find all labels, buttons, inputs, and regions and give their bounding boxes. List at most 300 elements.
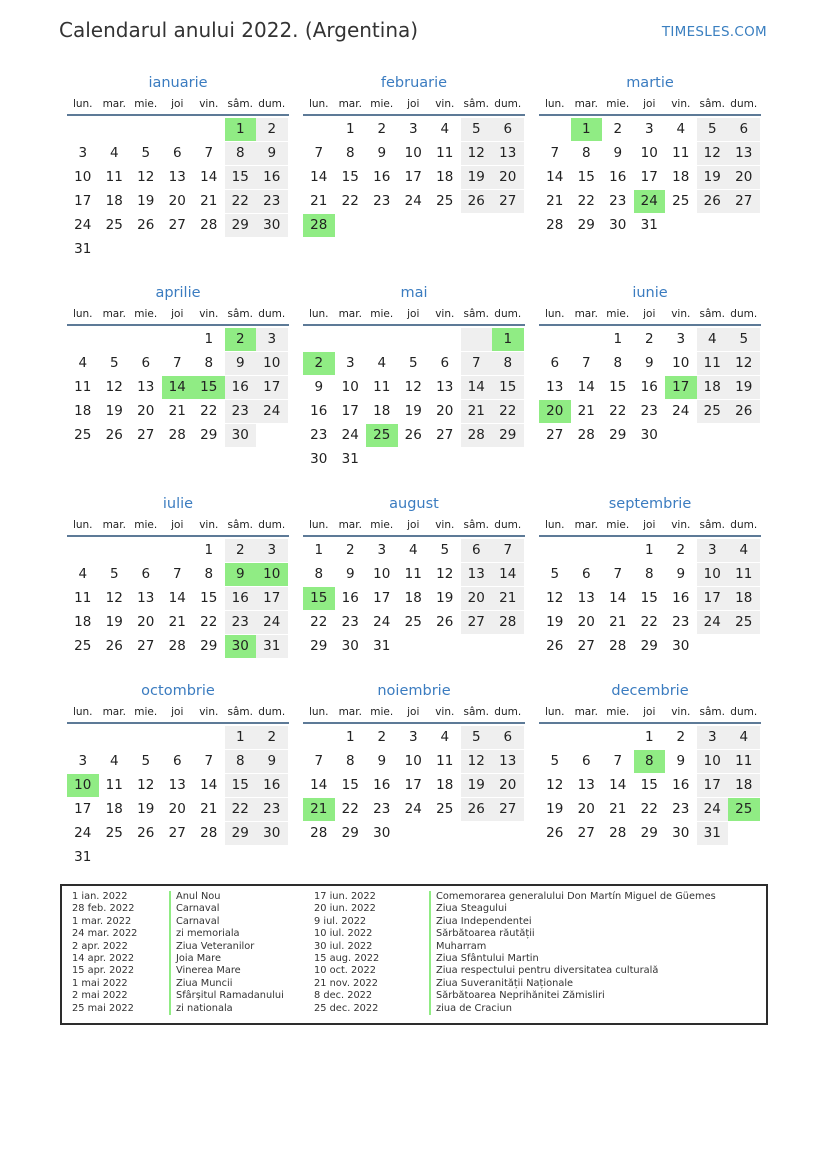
day-cell: 24 <box>341 427 359 443</box>
day-cell: 25 <box>74 427 92 443</box>
weekday-label: lun. <box>72 519 93 531</box>
day-cell: 14 <box>200 777 218 793</box>
day-cell: 28 <box>168 427 186 443</box>
day-cell: 11 <box>728 750 760 773</box>
day-cell: 7 <box>204 753 214 769</box>
day-cell: 20 <box>492 774 524 797</box>
holiday-day-cell: 1 <box>225 118 257 141</box>
day-cell: 3 <box>408 121 418 137</box>
weekday-header <box>539 702 761 724</box>
day-cell: 3 <box>345 355 355 371</box>
day-cell: 26 <box>461 190 493 213</box>
holiday-name: Ziua respectului pentru diversitatea culturală <box>429 965 658 977</box>
day-cell: 16 <box>609 169 627 185</box>
day-cell: 8 <box>204 355 214 371</box>
month-iulie <box>67 493 289 659</box>
holiday-name: Sărbătoarea răutății <box>429 928 535 940</box>
day-cell: 4 <box>78 355 88 371</box>
day-cell: 28 <box>168 638 186 654</box>
day-cell: 14 <box>200 169 218 185</box>
day-cell: 14 <box>461 376 493 399</box>
day-cell: 3 <box>408 729 418 745</box>
day-cell: 19 <box>728 376 760 399</box>
day-cell: 19 <box>461 774 493 797</box>
day-cell: 19 <box>105 403 123 419</box>
day-cell: 9 <box>676 753 686 769</box>
month-name: iunie <box>632 285 668 301</box>
weekday-label: dum. <box>730 308 758 320</box>
month-name: decembrie <box>611 683 689 699</box>
holiday-day-cell: 2 <box>303 352 335 375</box>
day-cell: 10 <box>697 750 729 773</box>
empty-day-cell <box>303 726 335 749</box>
day-cell: 26 <box>404 427 422 443</box>
day-cell: 13 <box>492 750 524 773</box>
day-cell: 15 <box>640 590 658 606</box>
page-title: Calendarul anului 2022. (Argentina) <box>59 18 419 42</box>
day-cell: 27 <box>137 638 155 654</box>
day-cell: 21 <box>168 614 186 630</box>
holiday-date: 30 iul. 2022 <box>314 940 373 952</box>
day-cell: 16 <box>256 166 288 189</box>
day-cell: 7 <box>550 145 560 161</box>
empty-day-cell <box>398 328 430 351</box>
day-cell: 13 <box>137 379 155 395</box>
holiday-date: 20 iun. 2022 <box>314 903 376 915</box>
empty-day-cell <box>130 118 162 141</box>
empty-day-cell <box>602 726 634 749</box>
weekday-label: lun. <box>308 706 329 718</box>
day-cell: 31 <box>74 241 92 257</box>
holiday-entry <box>314 928 535 940</box>
day-cell: 6 <box>141 355 151 371</box>
day-cell: 8 <box>314 566 324 582</box>
day-cell: 21 <box>577 403 595 419</box>
holiday-date: 28 feb. 2022 <box>72 903 135 915</box>
day-cell: 5 <box>728 328 760 351</box>
day-cell: 23 <box>672 801 690 817</box>
weekday-label: dum. <box>730 98 758 110</box>
day-cell: 7 <box>204 145 214 161</box>
holiday-date: 2 apr. 2022 <box>72 940 128 952</box>
weekday-label: joi <box>407 706 420 718</box>
day-cell: 25 <box>105 825 123 841</box>
day-cell: 8 <box>492 352 524 375</box>
weekday-label: dum. <box>258 308 286 320</box>
holiday-day-cell: 15 <box>303 587 335 610</box>
day-cell: 25 <box>728 611 760 634</box>
weekday-header <box>539 515 761 537</box>
day-cell: 24 <box>697 611 729 634</box>
empty-day-cell <box>162 539 194 562</box>
day-cell: 13 <box>436 379 454 395</box>
day-cell: 30 <box>225 424 257 447</box>
holiday-entry <box>314 977 574 990</box>
day-cell: 16 <box>341 590 359 606</box>
day-cell: 14 <box>310 777 328 793</box>
day-cell: 27 <box>577 638 595 654</box>
day-grid <box>539 118 761 238</box>
day-cell: 15 <box>225 774 257 797</box>
day-cell: 8 <box>225 750 257 773</box>
day-cell: 23 <box>225 400 257 423</box>
empty-day-cell <box>67 118 99 141</box>
weekday-label: joi <box>643 98 656 110</box>
month-name: aprilie <box>155 285 201 301</box>
day-grid <box>303 118 525 238</box>
weekday-header <box>67 304 289 326</box>
day-cell: 6 <box>728 118 760 141</box>
weekday-header <box>303 304 525 326</box>
day-cell: 20 <box>436 403 454 419</box>
holiday-legend-column-right <box>314 891 716 1015</box>
day-cell: 15 <box>609 379 627 395</box>
day-cell: 6 <box>172 145 182 161</box>
day-cell: 27 <box>137 427 155 443</box>
empty-day-cell <box>162 726 194 749</box>
day-cell: 4 <box>408 542 418 558</box>
weekday-label: mar. <box>338 308 362 320</box>
day-cell: 13 <box>461 563 493 586</box>
day-cell: 15 <box>200 590 218 606</box>
day-cell: 11 <box>697 352 729 375</box>
day-cell: 10 <box>373 566 391 582</box>
day-cell: 27 <box>461 611 493 634</box>
day-cell: 26 <box>137 217 155 233</box>
day-cell: 9 <box>345 566 355 582</box>
day-grid <box>67 726 289 870</box>
day-cell: 5 <box>461 118 493 141</box>
day-cell: 27 <box>168 217 186 233</box>
day-cell: 29 <box>640 638 658 654</box>
weekday-label: sâm. <box>699 519 725 531</box>
day-cell: 6 <box>492 726 524 749</box>
day-cell: 20 <box>492 166 524 189</box>
day-cell: 11 <box>74 379 92 395</box>
month-iunie <box>539 282 761 448</box>
holiday-date: 10 iul. 2022 <box>314 928 373 940</box>
holiday-date: 1 mai 2022 <box>72 977 128 989</box>
day-cell: 17 <box>697 587 729 610</box>
holiday-day-cell: 1 <box>571 118 603 141</box>
empty-day-cell <box>571 328 603 351</box>
day-cell: 14 <box>492 563 524 586</box>
weekday-header <box>539 94 761 116</box>
day-cell: 8 <box>581 145 591 161</box>
day-cell: 27 <box>492 190 524 213</box>
day-cell: 30 <box>341 638 359 654</box>
day-cell: 15 <box>225 166 257 189</box>
day-cell: 6 <box>581 753 591 769</box>
holiday-name: Anul Nou <box>169 891 221 903</box>
day-cell: 26 <box>461 798 493 821</box>
holiday-name: Sărbătoarea Neprihănitei Zămisliri <box>429 990 605 1002</box>
holiday-day-cell: 28 <box>303 214 335 237</box>
day-cell: 26 <box>436 614 454 630</box>
holiday-day-cell: 2 <box>225 328 257 351</box>
empty-day-cell <box>99 328 131 351</box>
day-cell: 21 <box>461 400 493 423</box>
holiday-date: 21 nov. 2022 <box>314 977 378 989</box>
weekday-label: mie. <box>370 98 394 110</box>
weekday-label: vin. <box>435 308 455 320</box>
day-cell: 14 <box>609 590 627 606</box>
day-cell: 16 <box>310 403 328 419</box>
holiday-entry <box>314 891 716 903</box>
day-cell: 31 <box>256 635 288 658</box>
weekday-label: lun. <box>308 98 329 110</box>
day-cell: 5 <box>550 753 560 769</box>
day-cell: 23 <box>341 614 359 630</box>
day-cell: 31 <box>640 217 658 233</box>
weekday-label: mie. <box>370 519 394 531</box>
weekday-label: vin. <box>199 98 219 110</box>
day-cell: 24 <box>256 400 288 423</box>
day-cell: 7 <box>613 753 623 769</box>
day-cell: 5 <box>440 542 450 558</box>
day-cell: 24 <box>256 611 288 634</box>
day-cell: 3 <box>697 726 729 749</box>
day-cell: 4 <box>78 566 88 582</box>
holiday-name: Sfârșitul Ramadanului <box>169 990 284 1002</box>
weekday-label: mar. <box>574 706 598 718</box>
weekday-label: joi <box>407 98 420 110</box>
day-cell: 28 <box>609 638 627 654</box>
holiday-name: Muharram <box>429 941 486 953</box>
holiday-date: 15 apr. 2022 <box>72 965 135 977</box>
month-decembrie <box>539 680 761 846</box>
day-cell: 2 <box>256 118 288 141</box>
weekday-label: dum. <box>494 706 522 718</box>
day-cell: 12 <box>404 379 422 395</box>
holiday-day-cell: 9 <box>225 563 257 586</box>
day-cell: 1 <box>345 121 355 137</box>
holiday-name: Vinerea Mare <box>169 965 241 977</box>
day-cell: 17 <box>341 403 359 419</box>
holiday-name: Ziua Steagului <box>429 903 507 915</box>
day-cell: 1 <box>314 542 324 558</box>
day-cell: 8 <box>613 355 623 371</box>
holiday-day-cell: 25 <box>728 798 760 821</box>
day-cell: 3 <box>256 539 288 562</box>
day-cell: 16 <box>256 774 288 797</box>
month-name: martie <box>626 75 674 91</box>
day-cell: 6 <box>461 539 493 562</box>
day-cell: 24 <box>373 614 391 630</box>
weekday-label: lun. <box>308 308 329 320</box>
empty-day-cell <box>571 539 603 562</box>
day-cell: 28 <box>310 825 328 841</box>
day-cell: 16 <box>672 590 690 606</box>
month-name: noiembrie <box>377 683 451 699</box>
weekday-label: sâm. <box>227 98 253 110</box>
holiday-entry <box>72 1002 233 1015</box>
weekday-label: lun. <box>544 519 565 531</box>
day-cell: 11 <box>404 566 422 582</box>
weekday-label: lun. <box>72 706 93 718</box>
day-cell: 30 <box>672 638 690 654</box>
empty-day-cell <box>539 539 571 562</box>
day-cell: 24 <box>697 798 729 821</box>
day-cell: 24 <box>672 403 690 419</box>
empty-day-cell <box>539 118 571 141</box>
day-cell: 5 <box>461 726 493 749</box>
holiday-date: 15 aug. 2022 <box>314 952 380 964</box>
day-cell: 27 <box>577 825 595 841</box>
day-cell: 7 <box>172 355 182 371</box>
holiday-entry <box>314 952 539 965</box>
day-cell: 17 <box>74 193 92 209</box>
day-cell: 5 <box>109 566 119 582</box>
weekday-label: vin. <box>435 98 455 110</box>
day-cell: 6 <box>550 355 560 371</box>
holiday-name: Carnaval <box>169 903 219 915</box>
holiday-name: Ziua Sfântului Martin <box>429 953 539 965</box>
weekday-label: mie. <box>134 706 158 718</box>
weekday-label: sâm. <box>227 308 253 320</box>
month-name: august <box>389 496 439 512</box>
weekday-header <box>303 702 525 724</box>
empty-day-cell <box>539 328 571 351</box>
day-cell: 27 <box>436 427 454 443</box>
day-cell: 10 <box>256 352 288 375</box>
weekday-label: joi <box>643 308 656 320</box>
holiday-date: 14 apr. 2022 <box>72 952 135 964</box>
day-cell: 1 <box>345 729 355 745</box>
day-cell: 3 <box>676 331 686 347</box>
day-cell: 3 <box>697 539 729 562</box>
empty-day-cell <box>130 726 162 749</box>
holiday-name: Joia Mare <box>169 953 221 965</box>
weekday-label: vin. <box>671 519 691 531</box>
day-cell: 12 <box>546 590 564 606</box>
holiday-day-cell: 24 <box>634 190 666 213</box>
day-cell: 23 <box>225 611 257 634</box>
holiday-date: 10 oct. 2022 <box>314 965 376 977</box>
day-cell: 29 <box>609 427 627 443</box>
weekday-label: mie. <box>606 98 630 110</box>
day-cell: 12 <box>697 142 729 165</box>
weekday-label: mie. <box>606 308 630 320</box>
weekday-label: sâm. <box>699 98 725 110</box>
holiday-day-cell: 10 <box>67 774 99 797</box>
day-cell: 12 <box>461 142 493 165</box>
weekday-label: dum. <box>258 706 286 718</box>
holiday-entry <box>72 928 240 940</box>
day-cell: 21 <box>609 801 627 817</box>
day-cell: 17 <box>404 777 422 793</box>
weekday-label: mar. <box>338 706 362 718</box>
month-septembrie <box>539 493 761 659</box>
day-cell: 5 <box>697 118 729 141</box>
weekday-label: mar. <box>574 308 598 320</box>
empty-day-cell <box>67 328 99 351</box>
day-cell: 20 <box>577 801 595 817</box>
day-cell: 25 <box>436 193 454 209</box>
empty-day-cell <box>429 328 461 351</box>
weekday-label: mie. <box>134 519 158 531</box>
day-cell: 2 <box>377 121 387 137</box>
holiday-date: 9 iul. 2022 <box>314 915 367 927</box>
holiday-entry <box>72 915 220 928</box>
day-cell: 19 <box>404 403 422 419</box>
day-cell: 4 <box>377 355 387 371</box>
day-grid <box>303 328 525 472</box>
weekday-label: lun. <box>544 308 565 320</box>
day-cell: 2 <box>676 729 686 745</box>
holiday-day-cell: 21 <box>303 798 335 821</box>
day-cell: 3 <box>377 542 387 558</box>
holiday-name: zi nationala <box>169 1003 233 1015</box>
site-link[interactable]: TIMESLES.COM <box>661 24 767 40</box>
weekday-label: lun. <box>544 706 565 718</box>
weekday-label: lun. <box>544 98 565 110</box>
empty-day-cell <box>602 539 634 562</box>
day-cell: 23 <box>640 403 658 419</box>
day-cell: 7 <box>314 145 324 161</box>
day-cell: 23 <box>373 801 391 817</box>
day-cell: 12 <box>137 169 155 185</box>
day-cell: 24 <box>404 801 422 817</box>
day-cell: 14 <box>168 590 186 606</box>
weekday-label: joi <box>643 519 656 531</box>
day-cell: 13 <box>492 142 524 165</box>
empty-day-cell <box>99 539 131 562</box>
day-cell: 18 <box>728 774 760 797</box>
holiday-entry <box>314 915 532 928</box>
day-cell: 22 <box>310 614 328 630</box>
month-februarie <box>303 72 525 238</box>
day-cell: 25 <box>74 638 92 654</box>
day-grid <box>303 539 525 659</box>
day-cell: 26 <box>546 638 564 654</box>
day-cell: 11 <box>74 590 92 606</box>
day-cell: 17 <box>256 376 288 399</box>
day-cell: 2 <box>256 726 288 749</box>
weekday-label: sâm. <box>463 706 489 718</box>
day-cell: 30 <box>256 822 288 845</box>
day-cell: 25 <box>672 193 690 209</box>
holiday-date: 25 dec. 2022 <box>314 1002 379 1014</box>
holiday-legend <box>60 884 768 1025</box>
day-cell: 7 <box>492 539 524 562</box>
day-cell: 23 <box>256 798 288 821</box>
day-cell: 9 <box>377 753 387 769</box>
day-cell: 11 <box>436 145 454 161</box>
day-cell: 21 <box>200 193 218 209</box>
day-cell: 29 <box>225 214 257 237</box>
weekday-label: lun. <box>72 98 93 110</box>
day-cell: 17 <box>697 774 729 797</box>
day-cell: 1 <box>204 331 214 347</box>
day-cell: 22 <box>577 193 595 209</box>
day-cell: 7 <box>172 566 182 582</box>
weekday-label: vin. <box>199 308 219 320</box>
weekday-label: mie. <box>134 308 158 320</box>
day-cell: 30 <box>310 451 328 467</box>
day-cell: 28 <box>200 825 218 841</box>
day-cell: 30 <box>256 214 288 237</box>
day-cell: 31 <box>373 638 391 654</box>
weekday-label: lun. <box>72 308 93 320</box>
weekday-header <box>67 94 289 116</box>
holiday-name: zi memoriala <box>169 928 240 940</box>
holiday-entry <box>72 952 222 965</box>
day-cell: 2 <box>676 542 686 558</box>
day-cell: 2 <box>613 121 623 137</box>
day-cell: 20 <box>577 614 595 630</box>
day-cell: 21 <box>168 403 186 419</box>
